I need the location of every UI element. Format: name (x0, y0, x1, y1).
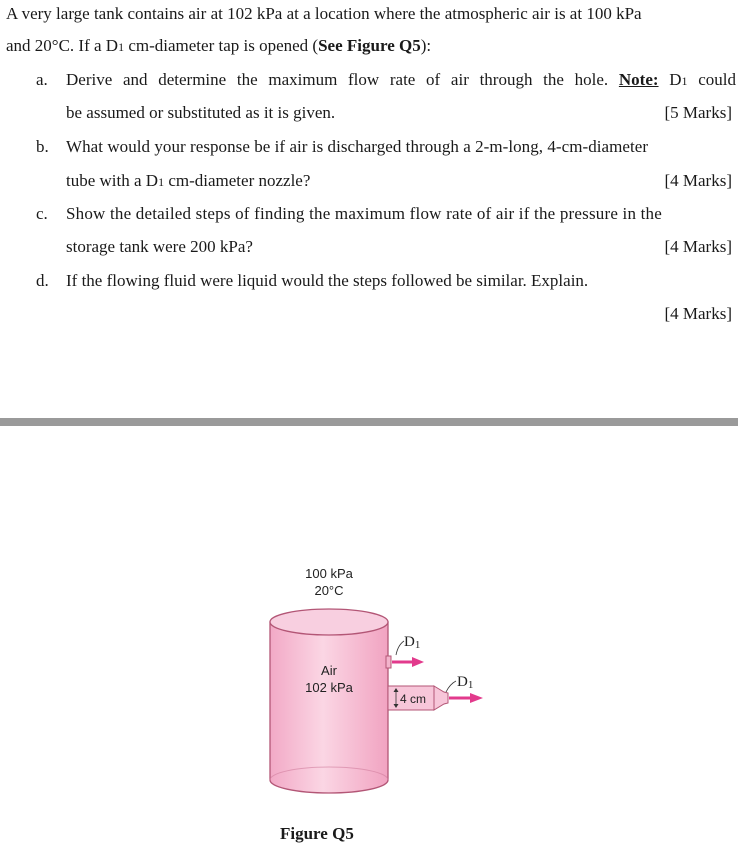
nozzle-d-subscript: 1 (467, 679, 474, 691)
intro-text-b: cm-diameter tap is opened ( (124, 36, 319, 55)
part-a-note: Note: (618, 70, 659, 89)
part-d-letter: d. (36, 271, 49, 290)
part-a-letter: a. (36, 70, 48, 89)
nozzle-diameter-label (457, 674, 473, 691)
part-b-text-a: tube with a D (66, 171, 159, 190)
tank-pressure-label: 102 kPa (305, 680, 353, 695)
figure-caption: Figure Q5 (280, 824, 354, 843)
intro-line-2 (6, 36, 431, 56)
part-b-line-2 (66, 171, 310, 191)
nozzle-flow-arrowhead (470, 693, 483, 703)
part-a-line-1 (66, 70, 736, 90)
tap-d-letter: D (404, 634, 415, 650)
figure-q5-diagram (0, 426, 738, 845)
nozzle (434, 686, 448, 710)
tube-diameter-label: 4 cm (400, 692, 427, 706)
part-b-line-1: What would your response be if air is discharged through a 2-m-long, 4-cm-diameter (66, 137, 649, 156)
part-a-text-c: could (687, 70, 737, 89)
section-divider (0, 418, 738, 426)
part-c-marks: [4 Marks] (664, 237, 732, 256)
part-d-line-1: If the flowing fluid were liquid would the steps followed be similar. Explain. (66, 271, 589, 290)
part-b-subscript: 1 (158, 175, 165, 189)
part-a-marks: [5 Marks] (664, 103, 732, 122)
tank-top (270, 609, 388, 635)
intro-text-c: ): (420, 36, 432, 55)
part-a-text: Derive and determine the maximum flow rate of air through the hole. (66, 70, 619, 89)
intro-text-a: and 20°C. If a D (6, 36, 119, 55)
part-b-marks: [4 Marks] (664, 171, 732, 190)
part-c-letter: c. (36, 204, 48, 223)
part-a-text-b: D (658, 70, 682, 89)
nozzle-d-letter: D (457, 674, 468, 690)
part-c-line-1: Show the detailed steps of finding the maximum flow rate of air if the pressure in the (66, 204, 662, 223)
part-b-text-b: cm-diameter nozzle? (164, 171, 311, 190)
tap-leader (396, 641, 404, 655)
tap-d-subscript: 1 (414, 639, 421, 651)
part-a-subscript: 1 (681, 74, 688, 88)
part-a-line-2: be assumed or substituted as it is given. (66, 103, 336, 122)
tank-fluid-label: Air (321, 663, 337, 678)
ambient-temp-label: 20°C (314, 583, 344, 598)
part-d-marks: [4 Marks] (664, 304, 732, 323)
part-b-letter: b. (36, 137, 49, 156)
intro-subscript: 1 (118, 40, 125, 54)
part-c-line-2: storage tank were 200 kPa? (66, 237, 253, 256)
ambient-pressure-label: 100 kPa (305, 566, 353, 581)
tap-flow-arrowhead (412, 657, 424, 667)
nozzle-leader (446, 681, 456, 692)
tap-hole (386, 656, 391, 668)
intro-line-1: A very large tank contains air at 102 kPa at a location where the atmospheric air is at 100 kPa (6, 4, 642, 23)
tap-diameter-label (404, 634, 420, 651)
figure-reference: See Figure Q5 (318, 36, 421, 55)
